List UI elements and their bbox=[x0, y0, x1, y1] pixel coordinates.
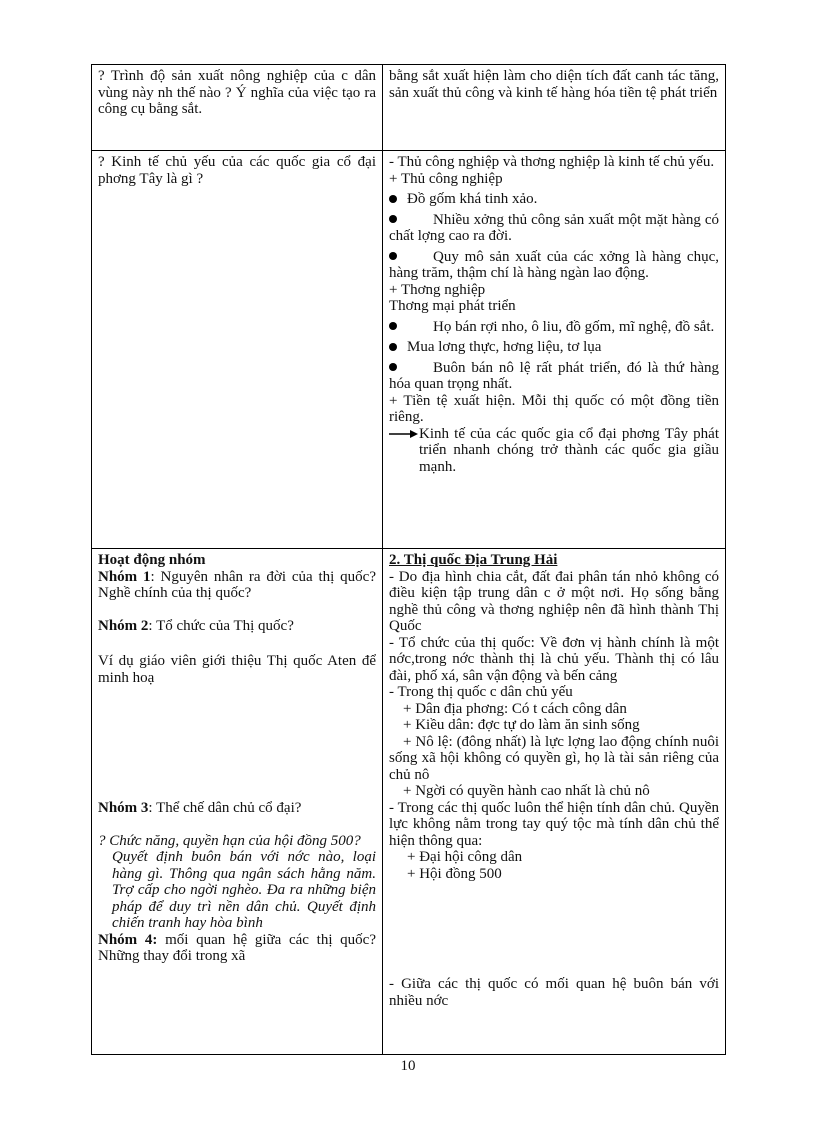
relations-text: - Giữa các thị quốc có mối quan hệ buôn bán với nhiều nớc bbox=[389, 976, 719, 1009]
question-cell bbox=[92, 151, 383, 549]
question-cell bbox=[92, 65, 383, 151]
democracy-item: + Đại hội công dân bbox=[407, 849, 523, 865]
group-3-task: Nhóm 3: Thể chế dân chủ cổ đại? bbox=[98, 800, 302, 816]
table-row bbox=[92, 65, 726, 151]
organization-text: - Tổ chức của thị quốc: Về đơn vị hành chính là một nớc,trong nớc thành thị là chủ yếu. Thành thị có lâu đài, phố xá, sân vận động và bến cảng bbox=[389, 634, 719, 684]
group-4-task: Nhóm 4: mối quan hệ giữa các thị quốc? Những thay đổi trong xã bbox=[98, 931, 376, 964]
money-text: + Tiền tệ xuất hiện. Mỗi thị quốc có một đồng tiền riêng. bbox=[389, 392, 719, 425]
bullet-icon bbox=[389, 363, 397, 371]
bullet-icon bbox=[389, 252, 397, 260]
table-row bbox=[92, 549, 726, 1055]
activity-cell bbox=[92, 549, 383, 1055]
residents-item: + Nô lệ: (đông nhất) là lực lợng lao động chính nuôi sống xã hội không có quyền gì, họ là tài sản riêng của chủ nô bbox=[389, 733, 719, 783]
list-item: Đồ gốm khá tinh xảo. bbox=[389, 191, 719, 208]
bullet-icon bbox=[389, 195, 397, 203]
content-cell bbox=[383, 549, 726, 1055]
bullet-icon bbox=[389, 343, 397, 351]
economy-intro: - Thủ công nghiệp và thơng nghiệp là kinh tế chủ yếu. bbox=[389, 154, 715, 170]
group-1-task: Nhóm 1: Nguyên nhân ra đời của thị quốc? Nghề chính của thị quốc? bbox=[98, 568, 376, 601]
list-item: Họ bán rợi nho, ô liu, đồ gốm, mĩ nghệ, đồ sắt. bbox=[389, 319, 719, 336]
list-item: Buôn bán nô lệ rất phát triển, đó là thứ hàng hóa quan trọng nhất. bbox=[389, 359, 719, 392]
lesson-table bbox=[91, 64, 726, 1055]
table-row bbox=[92, 151, 726, 549]
residents-item: + Kiều dân: đợc tự do làm ăn sinh sống bbox=[403, 717, 640, 733]
list-item: Mua lơng thực, hơng liệu, tơ lụa bbox=[389, 339, 719, 356]
residents-text: - Trong thị quốc c dân chủ yếu bbox=[389, 684, 573, 700]
section-heading: 2. Thị quốc Địa Trung Hải bbox=[389, 552, 558, 568]
origin-text: - Do địa hình chia cắt, đất đai phân tán nhỏ không có điều kiện tập trung dân c ở một nơi. Họ sống bằng nghề thủ công và thơng nghiệp nên đã hình thành Thị Quốc bbox=[389, 568, 719, 634]
conclusion-text: Kinh tế của các quốc gia cổ đại phơng Tây phát triển nhanh chóng trở thành các quốc gia giầu mạnh. bbox=[419, 425, 719, 475]
bullet-icon bbox=[389, 215, 397, 223]
page-number: 10 bbox=[400, 1058, 416, 1074]
residents-item: + Ngời có quyền hành cao nhất là chủ nô bbox=[403, 783, 650, 799]
answer-cell bbox=[383, 65, 726, 151]
handicraft-heading: + Thủ công nghiệp bbox=[389, 170, 503, 187]
group-2-task: Nhóm 2: Tổ chức của Thị quốc? bbox=[98, 617, 294, 634]
democracy-item: + Hội đồng 500 bbox=[407, 865, 502, 882]
teacher-example: Ví dụ giáo viên giới thiệu Thị quốc Aten để minh hoạ bbox=[98, 653, 376, 686]
residents-item: + Dân địa phơng: Có t cách công dân bbox=[403, 700, 627, 717]
commerce-subheading: Thơng mại phát triển bbox=[389, 298, 516, 314]
list-item: Nhiều xởng thủ công sản xuất một mặt hàng có chất lợng cao ra đời. bbox=[389, 211, 719, 244]
answer-text: bằng sắt xuất hiện làm cho diện tích đất canh tác tăng, sản xuất thủ công và kinh tế hàng hóa tiền tệ phát triển bbox=[389, 68, 719, 101]
conclusion-line bbox=[389, 426, 719, 476]
democracy-text: - Trong các thị quốc luôn thể hiện tính dân chủ. Quyền lực không nằm trong tay quý tộc mà tính dân chủ thể hiện thông qua: bbox=[389, 799, 719, 849]
question-text: ? Kinh tế chủ yếu của các quốc gia cổ đại phơng Tây là gì ? bbox=[98, 154, 376, 187]
bullet-icon bbox=[389, 322, 397, 330]
right-arrow-icon bbox=[389, 426, 419, 442]
activity-heading: Hoạt động nhóm bbox=[98, 552, 206, 568]
answer-cell bbox=[383, 151, 726, 549]
council-question: ? Chức năng, quyền hạn của hội đồng 500? bbox=[98, 832, 361, 849]
question-text: ? Trình độ sản xuất nông nghiệp của c dân vùng này nh thế nào ? Ý nghĩa của việc tạo ra công cụ bằng sắt. bbox=[98, 68, 376, 117]
list-item: Quy mô sản xuất của các xởng là hàng chục, hàng trăm, thậm chí là hàng ngàn lao động. bbox=[389, 248, 719, 281]
commerce-heading: + Thơng nghiệp bbox=[389, 281, 486, 298]
council-answer: Quyết định buôn bán với nớc nào, loại hàng gì. Thông qua ngân sách hằng năm. Trợ cấp cho ngời nghèo. Đa ra những biện pháp để duy trì nền dân chủ. Quyết định chiến tranh hay hòa bình bbox=[112, 849, 376, 931]
